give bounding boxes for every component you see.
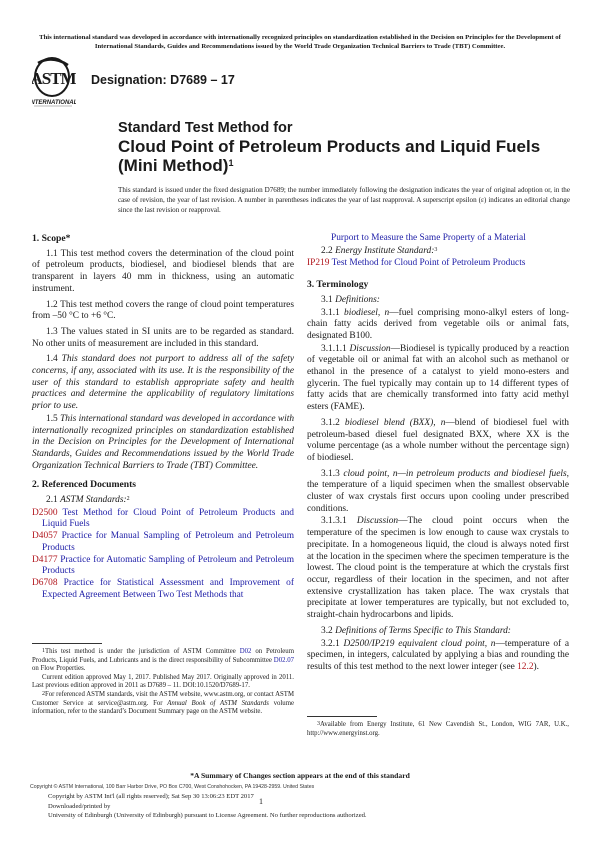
ref-ip219[interactable]: IP219 Test Method for Cloud Point of Petroleum Products: [307, 258, 526, 269]
para-3-1-1: 3.1.1 biodiesel, n—fuel comprising mono-alkyl esters of long-chain fatty acids derived from vegetable oils or animal fats, designated B100.: [307, 307, 569, 341]
astm-logo-icon: [32, 57, 76, 109]
link-d02-07[interactable]: D02.07: [273, 656, 294, 664]
svg-text:INTERNATIONAL: INTERNATIONAL: [32, 100, 76, 106]
designation: Designation: D7689 – 17: [91, 73, 235, 87]
right-column: [307, 233, 569, 678]
section-heading-referenced-documents: 2. Referenced Documents: [32, 479, 136, 491]
para-3-2: 3.2 Definitions of Terms Specific to This Standard:: [321, 625, 511, 636]
para-3-1-3: 3.1.3 cloud point, n—in petroleum products and biodiesel fuels, the temperature of a liquid specimen when the smallest observable cluster of wax crystals first occurs upon cooling under prescribed conditions.: [307, 468, 570, 514]
left-column: [32, 233, 294, 601]
para-1-3: 1.3 The values stated in SI units are to be regarded as standard. No other units of measurement are included in this standard.: [32, 326, 294, 349]
footnote-1: 1This test method is under the jurisdiction of ASTM Committee D02 on Petroleum Products, Liquid Fuels, and Lubricants and is the direct responsibility of Subcommittee D02.07 on Flow Properties.: [32, 648, 294, 673]
para-1-1: 1.1 This test method covers the determination of the cloud point of petroleum products, biodiesel, and biodiesel blends that are transparent in layers 40 mm in thickness, using an automatic instrument.: [32, 248, 294, 294]
para-1-2: 1.2 This test method covers the range of cloud point temperatures from –50 °C to +6 °C.: [32, 299, 294, 322]
ref-d6708-continuation[interactable]: Purport to Measure the Same Property of a Material: [331, 233, 526, 243]
footnote-divider-left: [32, 643, 102, 644]
summary-of-changes-note: *A Summary of Changes section appears at the end of this standard: [190, 771, 410, 780]
ref-d2500[interactable]: D2500 Test Method for Cloud Point of Petroleum Products and Liquid Fuels: [32, 507, 294, 530]
title-footnote-marker[interactable]: 1: [228, 158, 234, 168]
ref-d4057[interactable]: D4057 Practice for Manual Sampling of Petroleum and Petroleum Products: [32, 531, 294, 553]
footnote-marker-3[interactable]: 3: [434, 246, 438, 253]
footnote-divider-right: [307, 716, 377, 717]
para-1-4: 1.4 This standard does not purport to address all of the safety concerns, if any, associated with its use. It is the responsibility of the user of this standard to establish appropriate safety and health practices and determine the applicability of regulatory limitations prior to use.: [32, 354, 294, 412]
footnote-3: 3Available from Energy Institute, 61 New Cavendish St., London, WIG 7AR, U.K., http://www.energyinst.org.: [307, 721, 569, 737]
title-line-1: Standard Test Method for: [118, 120, 293, 136]
para-2-2: 2.2 Energy Institute Standard:$^3$: [321, 245, 438, 256]
link-section-12-2[interactable]: 12.2: [517, 661, 534, 672]
section-heading-scope: 1. Scope*: [32, 233, 71, 244]
para-1-5: 1.5 This international standard was developed in accordance with internationally recognized principles on standardization established in the Decision on Principles for the Development of International Standards, Guides and Recommendations issued by the World Trade Organization Technical Barriers to Trade (TBT) Committee.: [32, 413, 295, 471]
preamble: This standard is issued under the fixed designation D7689; the number immediately following the designation indicates the year of original adoption or, in the case of revision, the year of last revision. A number in parentheses indicates the year of last reapproval. A superscript epsilon (ε) indicates an editorial change since the last revision or reapproval.: [118, 186, 570, 214]
para-3-2-1: 3.2.1 D2500/IP219 equivalent cloud point, n—temperature of a specimen, in integers, calculated by applying a bias and rounding the results of this test method to the next lower integer (see 12.2).: [307, 638, 569, 672]
section-heading-terminology: 3. Terminology: [307, 279, 369, 291]
para-3-1-1-1: 3.1.1.1 Discussion—Biodiesel is typically produced by a reaction of vegetable oil or animal fat with an alcohol such as methanol or ethanol in the presence of a catalyst to yield mono-esters and glycerin. The fuel typically may contain up to 14 different types of fatty acids that are chemically transformed into fatty acid methyl esters (FAME).: [307, 343, 570, 413]
ref-d4177[interactable]: D4177 Practice for Automatic Sampling of Petroleum and Petroleum Products: [32, 554, 295, 577]
download-notice: Copyright by ASTM Int'l (all rights reserved); Sat Sep 30 13:06:23 EDT 2017 Downloaded/printed by University of Edinburgh (University of Edinburgh) pursuant to License Agreement. No further reproductions authorized.: [48, 793, 367, 819]
page-number: 1: [259, 797, 263, 806]
para-3-1-2: 3.1.2 biodiesel blend (BXX), n—blend of biodiesel fuel with petroleum-based diesel fuel designated BXX, where XX is the volume percentage (as a whole number without the percentage sign) of biodiesel.: [307, 417, 569, 463]
footnote-2: 2For referenced ASTM standards, visit the ASTM website, www.astm.org, or contact ASTM Customer Service at service@astm.org. For Annual Book of ASTM Standards volume information, refer to the standard’s Document Summary page on the ASTM website.: [32, 690, 294, 716]
footnote-marker-2[interactable]: 2: [126, 496, 130, 503]
para-3-1: 3.1 Definitions:: [321, 294, 380, 305]
copyright-line: Copyright © ASTM International, 100 Barr Harbor Drive, PO Box C700, West Conshohocken, PA 19428-2959. United States: [30, 784, 315, 790]
svg-text:ASTM: ASTM: [32, 69, 76, 88]
tbt-notice: This international standard was developed in accordance with internationally recognized principles on standardization established in the Decision on Principles for the Development of International Standards, Guides and Recommendations issued by the World Trade Organization Technical Barriers to Trade (TBT) Committee.: [39, 34, 561, 50]
title-line-2: Cloud Point of Petroleum Products and Liquid Fuels (Mini Method)$^1$: [118, 137, 541, 175]
document-title: [118, 120, 558, 175]
footnote-1-edition: Current edition approved May 1, 2017. Published May 2017. Originally approved in 2011. Last previous edition approved in 2011 as D7689 – 11. DOI:10.1520/D7689-17.: [32, 673, 294, 690]
footnotes-right: [307, 721, 569, 738]
link-d02[interactable]: D02: [239, 648, 252, 655]
ref-d6708[interactable]: D6708 Practice for Statistical Assessment and Improvement of Expected Agreement Between Two Test Methods that: [32, 577, 294, 600]
para-2-1: 2.1 ASTM Standards:$^2$: [46, 495, 130, 506]
para-3-1-3-1: 3.1.3.1 Discussion—The cloud point occurs when the temperature of the specimen is low enough to cause wax crystals to precipitate. In a homogeneous liquid, the cloud is always noted first at the location in the specimen where the specimen temperature is the lowest. The cloud point is the temperature at which the crystals first occur, regardless of their location in the specimen, and not after extensive crystallization has taken place. The wax crystals that precipitate at lower temperatures are typically, but not excluded to, straight-chain hydrocarbons and lipids.: [307, 516, 570, 621]
footnotes-left: [32, 648, 294, 717]
